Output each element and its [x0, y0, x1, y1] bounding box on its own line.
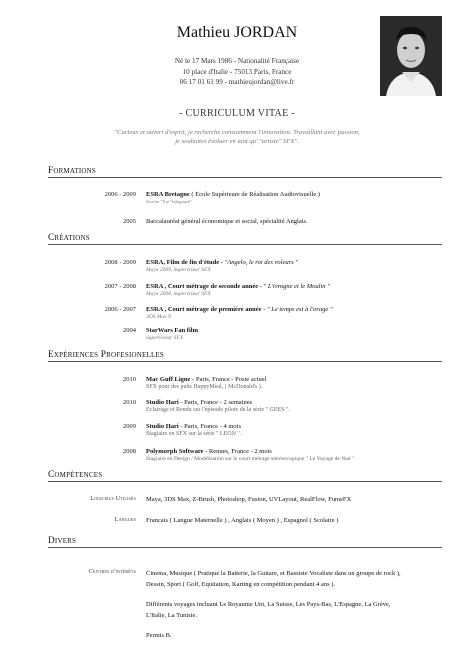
creation-name: - " L'ivrogne et le Moulin " [258, 283, 330, 290]
section-competences-heading: Compétences [48, 470, 442, 482]
interests-block [146, 569, 401, 642]
creation-entry [146, 327, 198, 334]
experience-sub: Stagiaire en Design / Modélisation sur le court métrage stéréoscopique " Le Voyage de Noé ". [146, 456, 356, 462]
section-creations-heading: Créations [48, 233, 442, 245]
company-name: Studio Hari [146, 423, 179, 430]
software-list: Maya, 3DS Max, Z-Brush, Photoshop, Fusion, UVLayout, RealFlow, FumeFX [146, 496, 352, 503]
experience-detail: - Paris, France - 2 semaines [178, 399, 253, 406]
address: 10 place d'Italie - 75013 Paris, France [182, 67, 292, 76]
company-name: Studio Hari [146, 399, 179, 406]
experience-entry [146, 448, 272, 455]
experience-sub: SFX pour des pubs HappyMeal, ( McDonald's ). [146, 384, 263, 390]
travel-line: Différents voyages incluant Le Royaume Uni, La Suisse, Les Pays-Bas, L'Espagne, La Grève, [146, 601, 391, 608]
formation-entry [146, 191, 320, 198]
experience-detail: - Paris, France - 4 mois [178, 423, 241, 430]
creation-title: ESRA, Film de fin d'étude [146, 259, 220, 266]
experience-entry [146, 376, 266, 383]
interests-label: Centres d'intérêts [88, 569, 136, 575]
experience-detail: - Paris, France - Poste actuel [190, 376, 267, 383]
interests-line: Cinema, Musique ( Pratique la Batterie, la Guitare, et Bassiste Vocaliste dans un groupe de rock ), [146, 570, 401, 577]
profile-photo [380, 16, 442, 96]
school-detail: ( Ecole Supérieure de Réalisation Audiovisuelle ) [189, 191, 320, 198]
languages-label: Langues [114, 517, 136, 523]
creation-entry [146, 283, 330, 290]
interests-line: Dessin, Sport ( Golf, Equitation, Karting en compétition pendant 4 ans ). [146, 580, 336, 588]
creation-name: - " Le temps est à l'orage " [261, 306, 333, 313]
phone-email: 06 17 01 61 99 - mathieujordan@live.fr [179, 78, 295, 86]
statement-line: je souhaites évoluer en tant qu' "artiste" SFX". [175, 138, 299, 145]
statement-line: "Curieux et ouvert d'esprit, je recherche constamment l'innovation. Travaillant avec passion, [114, 129, 360, 136]
experience-entry [146, 399, 252, 406]
creation-entry [146, 306, 333, 313]
creation-sub: 3DS Max 9 [146, 314, 171, 320]
candidate-name: Mathieu JORDAN [176, 24, 298, 41]
company-name: Polymorph Software [146, 448, 204, 455]
license-line: Permis B. [146, 632, 172, 639]
section-divers-heading: Divers [48, 536, 442, 548]
software-label: Logiciels Utilisés [90, 496, 136, 502]
creation-entry [146, 259, 298, 266]
creation-sub: Maya 2009, Superviseur SFX [146, 267, 211, 273]
formation-date: 2006 - 2009 [104, 191, 136, 198]
birth-nationality: Né le 17 Mars 1986 - Nationalité Française [174, 57, 300, 65]
creation-name: - "Angelo, le roi des voleurs " [219, 259, 299, 266]
experience-sub: Eclairage et Rendu sur l'épisode pilote de la série " GEES ". [146, 407, 290, 413]
languages-list: Francais ( Langue Maternelle ) , Anglais ( Moyen ) , Espagnol ( Scolaire ) [146, 517, 339, 524]
personal-statement [60, 128, 414, 146]
creation-date: 2004 [123, 327, 136, 334]
cv-title: - CURRICULUM VITAE - [179, 108, 295, 119]
formation-detail: Baccalauréat général économique et social, spécialité Anglais. [146, 218, 308, 225]
travel-line: L'Italie, La Tunisie. [146, 611, 198, 619]
formation-entry [146, 218, 308, 225]
experience-date: 2009 [123, 423, 136, 430]
formation-sub: Section "Top" Infograph" [146, 199, 192, 204]
creation-title: StarWars Fan film [146, 327, 198, 334]
creation-title: ESRA , Court métrage de seconde année [146, 283, 259, 290]
creation-date: 2006 - 2007 [104, 306, 136, 313]
experience-date: 2008 [123, 448, 136, 455]
creation-title: ESRA , Court métrage de première année [146, 306, 262, 313]
experience-entry [146, 423, 241, 430]
experience-detail: - Rennes, France - 2 mois [203, 448, 272, 455]
creation-sub: Maya 2008, Superviseur SFX [146, 291, 211, 297]
creation-sub: Superviseur SFX [146, 335, 184, 341]
creation-date: 2007 - 2008 [104, 283, 136, 290]
experience-sub: Stagiaire en SFX sur la série " LEON ". [146, 431, 242, 437]
section-experiences-heading: Expériences Profesionelles [48, 350, 442, 362]
creation-date: 2008 - 2009 [104, 259, 136, 266]
formation-date: 2005 [123, 218, 136, 225]
company-name: Mac Guff Ligne [146, 376, 191, 383]
school-name: ESRA Bretagne [146, 191, 190, 198]
section-formations-heading: Formations [48, 166, 442, 178]
experience-date: 2010 [123, 376, 136, 383]
experience-date: 2010 [123, 399, 136, 406]
